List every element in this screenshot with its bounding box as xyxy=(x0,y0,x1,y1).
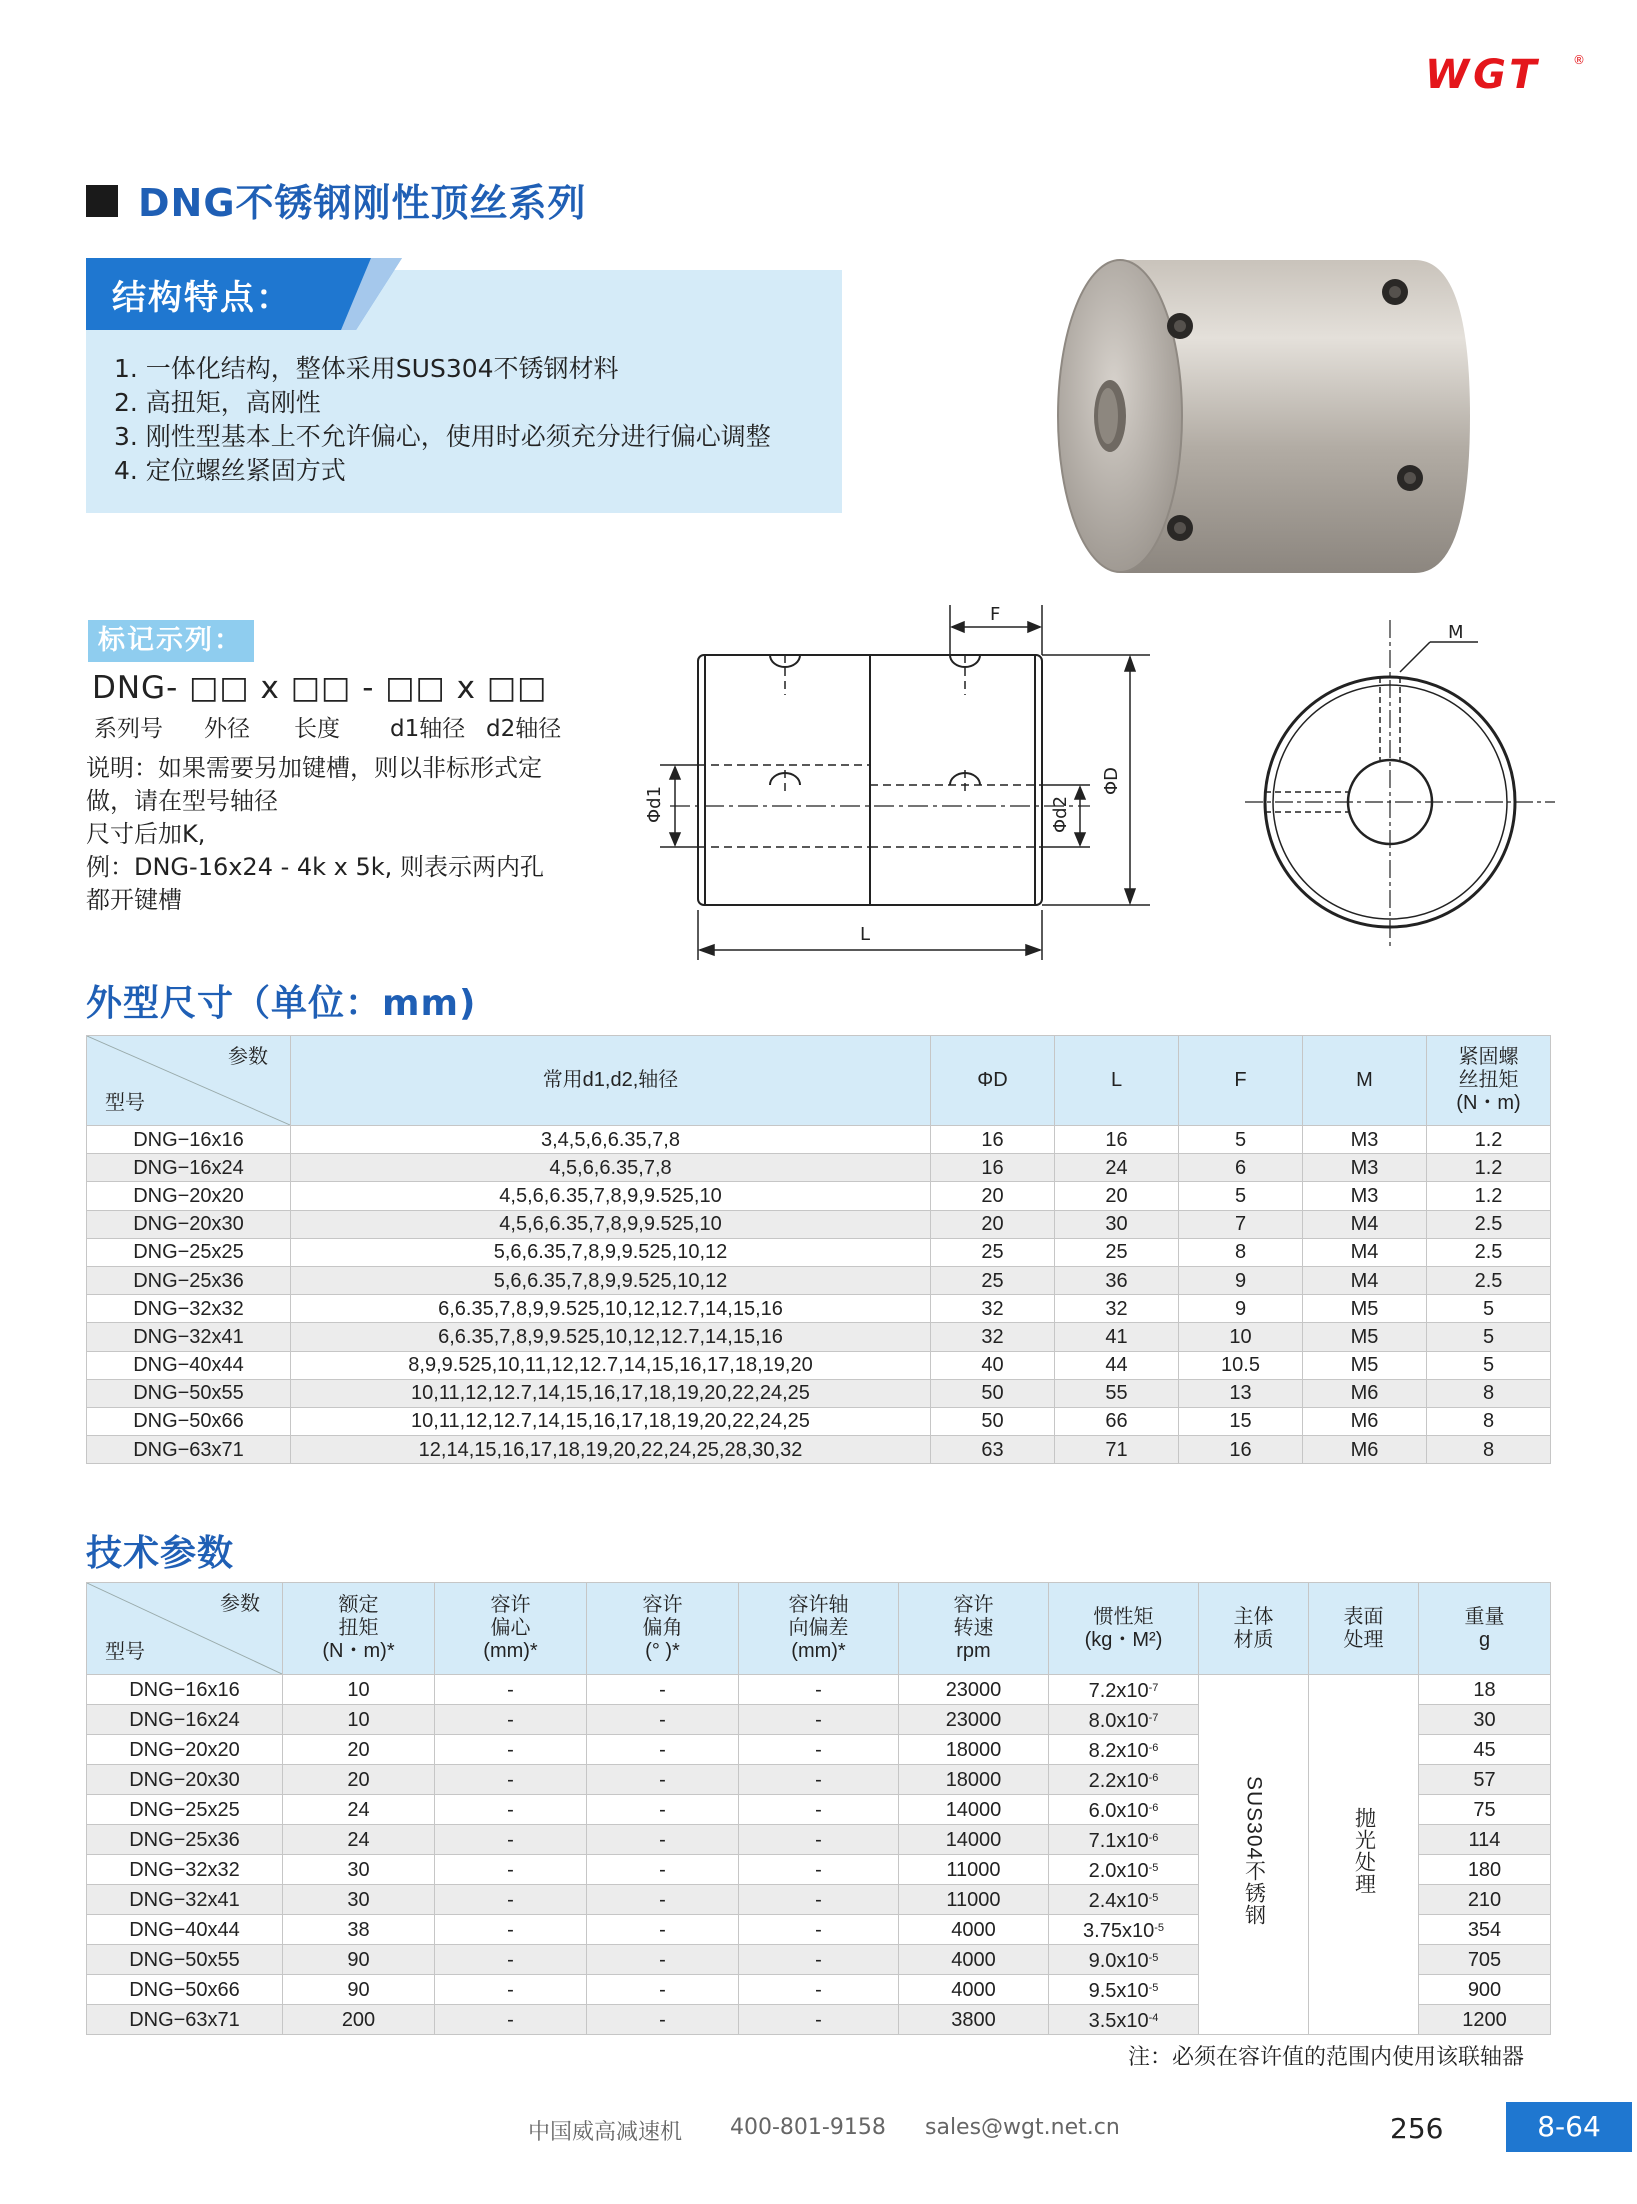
shaft-cell: 5,6,6.35,7,8,9,9.525,10,12 xyxy=(291,1238,931,1266)
M-cell: M6 xyxy=(1303,1379,1427,1407)
model-cell: DNG−16x24 xyxy=(87,1705,283,1735)
M-cell: M3 xyxy=(1303,1126,1427,1154)
torque-cell: 10 xyxy=(283,1675,435,1705)
marking-note xyxy=(86,752,606,917)
torque-cell: 200 xyxy=(283,2005,435,2035)
dimensions-title: 外型尺寸（单位：mm) xyxy=(86,983,477,1024)
torque-cell: 10 xyxy=(283,1705,435,1735)
F-cell: 10 xyxy=(1179,1323,1303,1351)
L-cell: 55 xyxy=(1055,1379,1179,1407)
header-surface: 表面 处理 xyxy=(1309,1583,1419,1675)
inertia-base: 7.2x10 xyxy=(1088,1680,1149,1702)
eccentricity-cell: - xyxy=(435,1945,587,1975)
inertia-exponent: -6 xyxy=(1148,1742,1159,1754)
speed-cell: 3800 xyxy=(899,2005,1049,2035)
inertia-base: 3.5x10 xyxy=(1088,2010,1149,2032)
angle-cell: - xyxy=(587,1975,739,2005)
marking-format: DNG- □□ x □□ - □□ x □□ xyxy=(92,670,548,706)
product-photo xyxy=(1040,238,1490,593)
inertia-cell xyxy=(1049,1675,1199,1705)
marking-label: 标记示列： xyxy=(88,620,254,662)
title-square-icon xyxy=(86,185,118,217)
model-cell: DNG−32x32 xyxy=(87,1295,291,1323)
speed-cell: 18000 xyxy=(899,1735,1049,1765)
model-cell: DNG−16x16 xyxy=(87,1675,283,1705)
torque-cell: 2.5 xyxy=(1427,1238,1551,1266)
D-cell: 32 xyxy=(931,1323,1055,1351)
inertia-cell xyxy=(1049,1765,1199,1795)
eccentricity-cell: - xyxy=(435,1675,587,1705)
eccentricity-cell: - xyxy=(435,1825,587,1855)
inertia-cell xyxy=(1049,1885,1199,1915)
weight-cell: 45 xyxy=(1419,1735,1551,1765)
model-cell: DNG−16x16 xyxy=(87,1126,291,1154)
table-row xyxy=(87,1379,1551,1407)
axial-cell: - xyxy=(739,1885,899,1915)
shaft-cell: 10,11,12,12.7,14,15,16,17,18,19,20,22,24,25 xyxy=(291,1407,931,1435)
header-D: ΦD xyxy=(931,1036,1055,1126)
torque-cell: 5 xyxy=(1427,1323,1551,1351)
shaft-cell: 12,14,15,16,17,18,19,20,22,24,25,28,30,32 xyxy=(291,1436,931,1464)
table-row xyxy=(87,1266,1551,1294)
model-cell: DNG−20x20 xyxy=(87,1182,291,1210)
model-cell: DNG−32x41 xyxy=(87,1885,283,1915)
technical-table xyxy=(86,1582,1551,2035)
axial-cell: - xyxy=(739,1975,899,2005)
header-weight: 重量 g xyxy=(1419,1583,1551,1675)
angle-cell: - xyxy=(587,1735,739,1765)
model-cell: DNG−32x32 xyxy=(87,1855,283,1885)
label-M: M xyxy=(1448,622,1464,643)
inertia-base: 2.4x10 xyxy=(1088,1890,1149,1912)
surface-cell xyxy=(1309,1675,1419,2035)
L-cell: 20 xyxy=(1055,1182,1179,1210)
model-cell: DNG−25x25 xyxy=(87,1795,283,1825)
axial-cell: - xyxy=(739,1675,899,1705)
axial-cell: - xyxy=(739,1945,899,1975)
caption-diameter: 外径 xyxy=(204,716,250,742)
caption-series: 系列号 xyxy=(94,716,163,742)
D-cell: 50 xyxy=(931,1407,1055,1435)
D-cell: 20 xyxy=(931,1210,1055,1238)
table-row xyxy=(87,1154,1551,1182)
L-cell: 24 xyxy=(1055,1154,1179,1182)
torque-cell: 90 xyxy=(283,1945,435,1975)
speed-cell: 4000 xyxy=(899,1945,1049,1975)
label-L: L xyxy=(860,924,871,945)
inertia-exponent: -6 xyxy=(1148,1802,1159,1814)
speed-cell: 14000 xyxy=(899,1795,1049,1825)
D-cell: 63 xyxy=(931,1436,1055,1464)
inertia-base: 9.0x10 xyxy=(1088,1950,1149,1972)
weight-cell: 900 xyxy=(1419,1975,1551,2005)
label-D: ΦD xyxy=(1101,766,1122,795)
L-cell: 66 xyxy=(1055,1407,1179,1435)
torque-cell: 24 xyxy=(283,1795,435,1825)
axial-cell: - xyxy=(739,1795,899,1825)
inertia-exponent: -5 xyxy=(1148,1952,1159,1964)
torque-cell: 1.2 xyxy=(1427,1154,1551,1182)
feature-item: 1. 一体化结构，整体采用SUS304不锈钢材料 xyxy=(114,354,619,383)
inertia-base: 3.75x10 xyxy=(1083,1920,1155,1942)
label-F: F xyxy=(990,604,1001,625)
note-line: 都开键槽 xyxy=(86,886,182,914)
table-row xyxy=(87,1351,1551,1379)
shaft-cell: 8,9,9.525,10,11,12,12.7,14,15,16,17,18,19,20 xyxy=(291,1351,931,1379)
header-inertia: 惯性矩 (kg・M²) xyxy=(1049,1583,1199,1675)
speed-cell: 23000 xyxy=(899,1675,1049,1705)
inertia-exponent: -5 xyxy=(1148,1862,1159,1874)
inertia-cell xyxy=(1049,1945,1199,1975)
inertia-cell xyxy=(1049,2005,1199,2035)
model-cell: DNG−63x71 xyxy=(87,1436,291,1464)
header-speed: 容许 转速 rpm xyxy=(899,1583,1049,1675)
M-cell: M5 xyxy=(1303,1351,1427,1379)
D-cell: 20 xyxy=(931,1182,1055,1210)
D-cell: 25 xyxy=(931,1238,1055,1266)
M-cell: M5 xyxy=(1303,1323,1427,1351)
material-cell xyxy=(1199,1675,1309,2035)
corner-top-label: 参数 xyxy=(220,1593,260,1615)
weight-cell: 114 xyxy=(1419,1825,1551,1855)
angle-cell: - xyxy=(587,1885,739,1915)
eccentricity-cell: - xyxy=(435,2005,587,2035)
feature-item: 4. 定位螺丝紧固方式 xyxy=(114,456,346,485)
model-cell: DNG−20x20 xyxy=(87,1735,283,1765)
F-cell: 5 xyxy=(1179,1126,1303,1154)
inertia-cell xyxy=(1049,1795,1199,1825)
angle-cell: - xyxy=(587,1915,739,1945)
D-cell: 25 xyxy=(931,1266,1055,1294)
weight-cell: 705 xyxy=(1419,1945,1551,1975)
header-shaft: 常用d1,d2,轴径 xyxy=(291,1036,931,1126)
F-cell: 8 xyxy=(1179,1238,1303,1266)
eccentricity-cell: - xyxy=(435,1735,587,1765)
speed-cell: 4000 xyxy=(899,1975,1049,2005)
axial-cell: - xyxy=(739,1915,899,1945)
inertia-base: 2.2x10 xyxy=(1088,1770,1149,1792)
label-d2: Φd2 xyxy=(1050,795,1071,833)
model-cell: DNG−16x24 xyxy=(87,1154,291,1182)
table-row xyxy=(87,1210,1551,1238)
header-F: F xyxy=(1179,1036,1303,1126)
angle-cell: - xyxy=(587,1825,739,1855)
model-cell: DNG−50x55 xyxy=(87,1945,283,1975)
table-row xyxy=(87,1323,1551,1351)
model-cell: DNG−20x30 xyxy=(87,1210,291,1238)
model-cell: DNG−40x44 xyxy=(87,1915,283,1945)
torque-cell: 20 xyxy=(283,1735,435,1765)
note-line: 尺寸后加K, xyxy=(86,820,206,848)
corner-top-label: 参数 xyxy=(228,1046,268,1068)
M-cell: M6 xyxy=(1303,1436,1427,1464)
F-cell: 9 xyxy=(1179,1266,1303,1294)
corner-bottom-label: 型号 xyxy=(105,1641,145,1663)
F-cell: 16 xyxy=(1179,1436,1303,1464)
D-cell: 40 xyxy=(931,1351,1055,1379)
corner-header xyxy=(87,1583,283,1675)
header-torque: 紧固螺 丝扭矩 (N・m) xyxy=(1427,1036,1551,1126)
angle-cell: - xyxy=(587,1945,739,1975)
L-cell: 30 xyxy=(1055,1210,1179,1238)
eccentricity-cell: - xyxy=(435,1765,587,1795)
model-cell: DNG−50x66 xyxy=(87,1407,291,1435)
wgt-logo xyxy=(1425,50,1585,98)
inertia-exponent: -5 xyxy=(1154,1922,1164,1934)
table-row xyxy=(87,1295,1551,1323)
angle-cell: - xyxy=(587,2005,739,2035)
D-cell: 50 xyxy=(931,1379,1055,1407)
table-row xyxy=(87,1238,1551,1266)
corner-bottom-label: 型号 xyxy=(105,1092,145,1114)
angle-cell: - xyxy=(587,1855,739,1885)
angle-cell: - xyxy=(587,1795,739,1825)
weight-cell: 354 xyxy=(1419,1915,1551,1945)
inertia-exponent: -5 xyxy=(1148,1982,1159,1994)
side-view-drawing xyxy=(630,595,1170,975)
registered-mark: ® xyxy=(1573,53,1585,67)
page-number: 256 xyxy=(1390,2112,1444,2145)
L-cell: 25 xyxy=(1055,1238,1179,1266)
torque-cell: 24 xyxy=(283,1825,435,1855)
F-cell: 15 xyxy=(1179,1407,1303,1435)
label-d1: Φd1 xyxy=(644,785,665,823)
F-cell: 6 xyxy=(1179,1154,1303,1182)
model-cell: DNG−50x66 xyxy=(87,1975,283,2005)
M-cell: M3 xyxy=(1303,1154,1427,1182)
speed-cell: 4000 xyxy=(899,1915,1049,1945)
header-material: 主体 材质 xyxy=(1199,1583,1309,1675)
material-text: SUS304不锈钢 xyxy=(1242,1775,1266,1927)
inertia-exponent: -5 xyxy=(1148,1892,1159,1904)
F-cell: 9 xyxy=(1179,1295,1303,1323)
header-axial: 容许轴 向偏差 (mm)* xyxy=(739,1583,899,1675)
section-number: 8-64 xyxy=(1506,2102,1632,2152)
header-eccentricity: 容许 偏心 (mm)* xyxy=(435,1583,587,1675)
features-heading: 结构特点： xyxy=(112,278,292,318)
F-cell: 10.5 xyxy=(1179,1351,1303,1379)
weight-cell: 57 xyxy=(1419,1765,1551,1795)
torque-cell: 30 xyxy=(283,1855,435,1885)
table-row xyxy=(87,1436,1551,1464)
inertia-cell xyxy=(1049,1975,1199,2005)
axial-cell: - xyxy=(739,1705,899,1735)
inertia-cell xyxy=(1049,1915,1199,1945)
model-cell: DNG−63x71 xyxy=(87,2005,283,2035)
L-cell: 36 xyxy=(1055,1266,1179,1294)
F-cell: 5 xyxy=(1179,1182,1303,1210)
feature-item: 2. 高扭矩，高刚性 xyxy=(114,388,321,417)
header-rated-torque: 额定 扭矩 (N・m)* xyxy=(283,1583,435,1675)
inertia-exponent: -6 xyxy=(1148,1832,1159,1844)
eccentricity-cell: - xyxy=(435,1915,587,1945)
inertia-base: 8.0x10 xyxy=(1088,1710,1149,1732)
dimensions-table xyxy=(86,1035,1551,1464)
shaft-cell: 4,5,6,6.35,7,8,9,9.525,10 xyxy=(291,1210,931,1238)
features-list xyxy=(114,352,771,488)
D-cell: 16 xyxy=(931,1154,1055,1182)
inertia-base: 7.1x10 xyxy=(1088,1830,1149,1852)
speed-cell: 11000 xyxy=(899,1855,1049,1885)
model-cell: DNG−25x36 xyxy=(87,1825,283,1855)
torque-cell: 5 xyxy=(1427,1351,1551,1379)
footnote: 注：必须在容许值的范围内使用该联轴器 xyxy=(1128,2045,1525,2070)
M-cell: M4 xyxy=(1303,1266,1427,1294)
feature-item: 3. 刚性型基本上不允许偏心，使用时必须充分进行偏心调整 xyxy=(114,422,771,451)
angle-cell: - xyxy=(587,1675,739,1705)
inertia-cell xyxy=(1049,1855,1199,1885)
angle-cell: - xyxy=(587,1705,739,1735)
model-cell: DNG−20x30 xyxy=(87,1765,283,1795)
axial-cell: - xyxy=(739,1855,899,1885)
inertia-base: 2.0x10 xyxy=(1088,1860,1149,1882)
model-cell: DNG−50x55 xyxy=(87,1379,291,1407)
torque-cell: 8 xyxy=(1427,1436,1551,1464)
note-line: 说明：如果需要另加键槽，则以非标形式定 xyxy=(86,754,542,782)
inertia-base: 6.0x10 xyxy=(1088,1800,1149,1822)
M-cell: M3 xyxy=(1303,1182,1427,1210)
inertia-exponent: -7 xyxy=(1148,1712,1159,1724)
torque-cell: 8 xyxy=(1427,1379,1551,1407)
corner-header xyxy=(87,1036,291,1126)
eccentricity-cell: - xyxy=(435,1795,587,1825)
M-cell: M4 xyxy=(1303,1210,1427,1238)
table-row xyxy=(87,1126,1551,1154)
F-cell: 7 xyxy=(1179,1210,1303,1238)
caption-d1: d1轴径 xyxy=(390,716,466,742)
torque-cell: 90 xyxy=(283,1975,435,2005)
speed-cell: 14000 xyxy=(899,1825,1049,1855)
torque-cell: 20 xyxy=(283,1765,435,1795)
footer-email[interactable]: sales@wgt.net.cn xyxy=(925,2115,1120,2140)
torque-cell: 38 xyxy=(283,1915,435,1945)
note-line: 例：DNG-16x24 - 4k x 5k, 则表示两内孔 xyxy=(86,853,544,881)
torque-cell: 30 xyxy=(283,1885,435,1915)
caption-length: 长度 xyxy=(294,716,340,742)
eccentricity-cell: - xyxy=(435,1855,587,1885)
D-cell: 32 xyxy=(931,1295,1055,1323)
torque-cell: 8 xyxy=(1427,1407,1551,1435)
torque-cell: 5 xyxy=(1427,1295,1551,1323)
inertia-cell xyxy=(1049,1705,1199,1735)
D-cell: 16 xyxy=(931,1126,1055,1154)
M-cell: M5 xyxy=(1303,1295,1427,1323)
eccentricity-cell: - xyxy=(435,1705,587,1735)
L-cell: 32 xyxy=(1055,1295,1179,1323)
footer-phone: 400-801-9158 xyxy=(730,2115,886,2140)
L-cell: 71 xyxy=(1055,1436,1179,1464)
marking-captions xyxy=(94,710,561,743)
weight-cell: 75 xyxy=(1419,1795,1551,1825)
torque-cell: 2.5 xyxy=(1427,1266,1551,1294)
axial-cell: - xyxy=(739,1765,899,1795)
shaft-cell: 3,4,5,6,6.35,7,8 xyxy=(291,1126,931,1154)
surface-text: 抛光处理 xyxy=(1352,1807,1376,1895)
axial-cell: - xyxy=(739,1825,899,1855)
model-cell: DNG−25x25 xyxy=(87,1238,291,1266)
shaft-cell: 6,6.35,7,8,9,9.525,10,12,12.7,14,15,16 xyxy=(291,1295,931,1323)
axial-cell: - xyxy=(739,1735,899,1765)
eccentricity-cell: - xyxy=(435,1885,587,1915)
M-cell: M4 xyxy=(1303,1238,1427,1266)
weight-cell: 1200 xyxy=(1419,2005,1551,2035)
end-view-drawing xyxy=(1240,612,1560,952)
F-cell: 13 xyxy=(1179,1379,1303,1407)
header-M: M xyxy=(1303,1036,1427,1126)
inertia-base: 8.2x10 xyxy=(1088,1740,1149,1762)
inertia-cell xyxy=(1049,1735,1199,1765)
L-cell: 41 xyxy=(1055,1323,1179,1351)
shaft-cell: 4,5,6,6.35,7,8,9,9.525,10 xyxy=(291,1182,931,1210)
weight-cell: 180 xyxy=(1419,1855,1551,1885)
weight-cell: 18 xyxy=(1419,1675,1551,1705)
inertia-exponent: -6 xyxy=(1148,1772,1159,1784)
page-title: DNG不锈钢刚性顶丝系列 xyxy=(138,181,587,225)
shaft-cell: 5,6,6.35,7,8,9,9.525,10,12 xyxy=(291,1266,931,1294)
speed-cell: 23000 xyxy=(899,1705,1049,1735)
inertia-base: 9.5x10 xyxy=(1088,1980,1149,2002)
speed-cell: 11000 xyxy=(899,1885,1049,1915)
header-angle: 容许 偏角 (° )* xyxy=(587,1583,739,1675)
table-row xyxy=(87,1675,1551,1705)
table-row xyxy=(87,1407,1551,1435)
torque-cell: 2.5 xyxy=(1427,1210,1551,1238)
inertia-exponent: -7 xyxy=(1148,1682,1159,1694)
torque-cell: 1.2 xyxy=(1427,1126,1551,1154)
table-row xyxy=(87,1182,1551,1210)
technical-title: 技术参数 xyxy=(86,1533,235,1574)
note-line: 做，请在型号轴径 xyxy=(86,787,278,815)
footer-company: 中国威高减速机 xyxy=(528,2120,683,2145)
weight-cell: 30 xyxy=(1419,1705,1551,1735)
weight-cell: 210 xyxy=(1419,1885,1551,1915)
header-L: L xyxy=(1055,1036,1179,1126)
model-cell: DNG−40x44 xyxy=(87,1351,291,1379)
eccentricity-cell: - xyxy=(435,1975,587,2005)
axial-cell: - xyxy=(739,2005,899,2035)
M-cell: M6 xyxy=(1303,1407,1427,1435)
angle-cell: - xyxy=(587,1765,739,1795)
shaft-cell: 10,11,12,12.7,14,15,16,17,18,19,20,22,24,25 xyxy=(291,1379,931,1407)
logo-text: WGT xyxy=(1425,52,1541,98)
speed-cell: 18000 xyxy=(899,1765,1049,1795)
model-cell: DNG−25x36 xyxy=(87,1266,291,1294)
L-cell: 16 xyxy=(1055,1126,1179,1154)
inertia-exponent: -4 xyxy=(1148,2012,1159,2024)
model-cell: DNG−32x41 xyxy=(87,1323,291,1351)
L-cell: 44 xyxy=(1055,1351,1179,1379)
caption-d2: d2轴径 xyxy=(486,716,562,742)
inertia-cell xyxy=(1049,1825,1199,1855)
shaft-cell: 6,6.35,7,8,9,9.525,10,12,12.7,14,15,16 xyxy=(291,1323,931,1351)
torque-cell: 1.2 xyxy=(1427,1182,1551,1210)
shaft-cell: 4,5,6,6.35,7,8 xyxy=(291,1154,931,1182)
